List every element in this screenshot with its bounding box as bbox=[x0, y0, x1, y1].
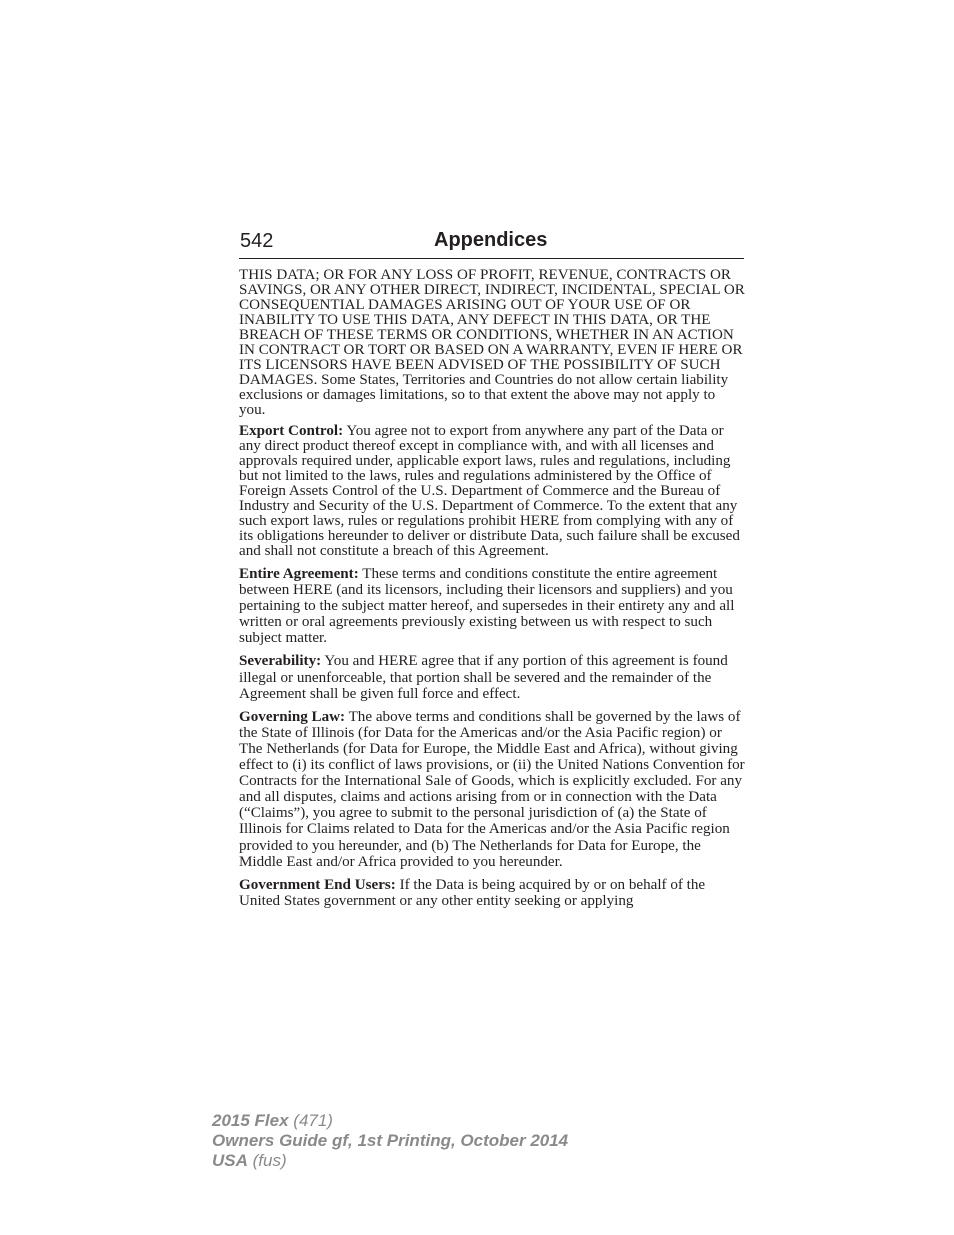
paragraph-text: You and HERE agree that if any portion of this agreement is found illegal or unenforceable, that portion shall be severed and the remainder of the Agreement shall be given full force and effect. bbox=[239, 653, 728, 702]
paragraph-government-end-users bbox=[239, 877, 745, 909]
paragraph-heading: Export Control: bbox=[239, 423, 344, 439]
page-footer bbox=[212, 1111, 712, 1171]
footer-region-code: (fus) bbox=[247, 1151, 287, 1170]
footer-model-line bbox=[212, 1111, 712, 1131]
footer-printing-line: Owners Guide gf, 1st Printing, October 2014 bbox=[212, 1131, 569, 1150]
footer-region: USA bbox=[212, 1151, 248, 1170]
paragraph-text: If the Data is being acquired by or on behalf of the United States government or any other entity seeking or applying bbox=[239, 876, 706, 909]
paragraph-liability bbox=[239, 268, 745, 418]
paragraph-text: These terms and conditions constitute the entire agreement between HERE (and its licensors, including their licensors and suppliers) and you pertaining to the subject matter hereof, and supersedes in their entirety any and all written or oral agreements previously existing between us with respect to such subject matter. bbox=[239, 566, 735, 647]
paragraph-heading: Government End Users: bbox=[239, 876, 396, 893]
body-text bbox=[239, 268, 745, 916]
paragraph-severability bbox=[239, 653, 745, 701]
paragraph-heading: Governing Law: bbox=[239, 708, 346, 725]
section-title: Appendices bbox=[434, 229, 548, 251]
paragraph-heading: Entire Agreement: bbox=[239, 566, 359, 582]
paragraph-heading: Severability: bbox=[239, 653, 322, 670]
page-header bbox=[239, 228, 744, 259]
paragraph-governing-law bbox=[239, 709, 745, 870]
paragraph-text: THIS DATA; OR FOR ANY LOSS OF PROFIT, REVENUE, CONTRACTS OR SAVINGS, OR ANY OTHER DIRECT, INDIRECT, INCIDENTAL, SPECIAL OR CONSEQUENTIAL DAMAGES ARISING OUT OF YOUR USE OF OR INABILITY TO USE THIS DATA, ANY DEFECT IN THIS DATA, OR THE BREACH OF THESE TERMS OR CONDITIONS, WHETHER IN AN ACTION IN CONTRACT OR TORT OR BASED ON A WARRANTY, EVEN IF HERE OR ITS LICENSORS HAVE BEEN ADVISED OF THE POSSIBILITY OF SUCH DAMAGES. Some States, Territories and Countries do not allow certain liability exclusions or damages limitations, so to that extent the above may not apply to you. bbox=[239, 267, 745, 418]
paragraph-text: The above terms and conditions shall be governed by the laws of the State of Illinois (for Data for the Americas and/or the Asia Pacific region) or The Netherlands (for Data for Europe, the Middle East and Africa), without giving effect to (i) its conflict of laws provisions, or (ii) the United Nations Convention for Contracts for the International Sale of Goods, which is explicitly excluded. For any and all disputes, claims and actions arising from or in connection with the Data (“Claims”), you agree to submit to the personal jurisdiction of (a) the State of Illinois for Claims related to Data for the Americas and/or the Asia Pacific region provided to you hereunder, and (b) The Netherlands for Data for Europe, the Middle East and/or Africa provided to you hereunder. bbox=[239, 708, 745, 870]
paragraph-entire-agreement bbox=[239, 566, 745, 646]
footer-model: 2015 Flex bbox=[212, 1111, 289, 1130]
paragraph-export-control bbox=[239, 424, 745, 559]
footer-region-line bbox=[212, 1151, 712, 1171]
paragraph-text: You agree not to export from anywhere any part of the Data or any direct product thereof except in compliance with, and with all licenses and approvals required under, applicable export laws, rules and regulations, including but not limited to the laws, rules and regulations administered by the Office of Foreign Assets Control of the U.S. Department of Commerce and the Bureau of Industry and Security of the U.S. Department of Commerce. To the extent that any such export laws, rules or regulations prohibit HERE from complying with any of its obligations hereunder to deliver or distribute Data, such failure shall be excused and shall not constitute a breach of this Agreement. bbox=[239, 423, 740, 559]
page-number: 542 bbox=[240, 230, 274, 252]
footer-model-code: (471) bbox=[288, 1111, 333, 1130]
